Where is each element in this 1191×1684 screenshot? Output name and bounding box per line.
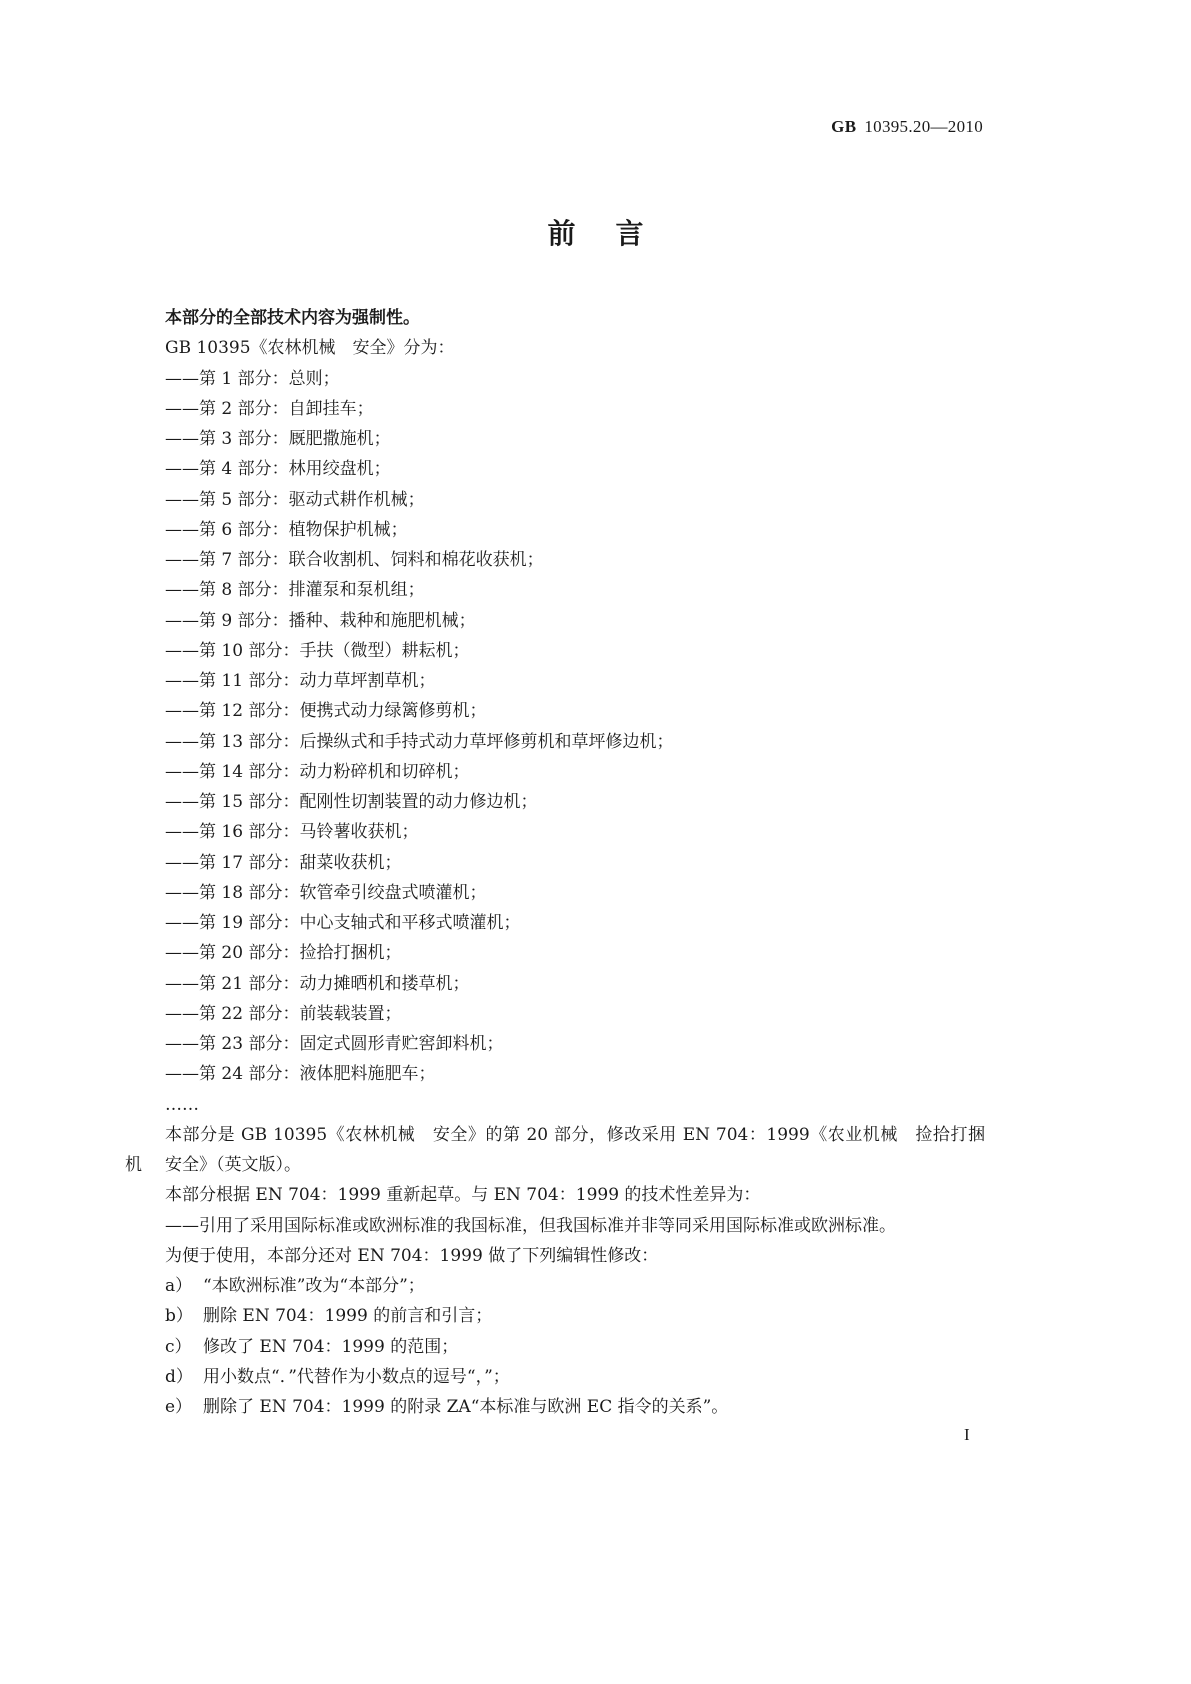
part-list-item: ——第 20 部分：捡拾打捆机； bbox=[165, 943, 402, 964]
part-list-item: ——第 15 部分：配刚性切割装置的动力修边机； bbox=[165, 792, 538, 812]
standard-code-header bbox=[831, 117, 983, 137]
item-text: 修改了 EN 704：1999 的范围； bbox=[203, 1336, 459, 1357]
editorial-item bbox=[165, 1301, 985, 1331]
redraft-paragraph: 本部分根据 EN 704：1999 重新起草。与 EN 704：1999 的技术性差异为： bbox=[165, 1185, 761, 1206]
editorial-item bbox=[165, 1362, 985, 1392]
part-list-item: ——第 5 部分：驱动式耕作机械； bbox=[165, 489, 425, 510]
item-text: “本欧洲标准”改为“本部分”； bbox=[203, 1276, 425, 1296]
technical-difference-item: ——引用了采用国际标准或欧洲标准的我国标准，但我国标准并非等同采用国际标准或欧洲标准。 bbox=[165, 1215, 896, 1236]
item-text: 删除 EN 704：1999 的前言和引言； bbox=[203, 1306, 493, 1327]
part-list-item: ——第 18 部分：软管牵引绞盘式喷灌机； bbox=[165, 882, 487, 903]
editorial-intro: 为便于使用，本部分还对 EN 704：1999 做了下列编辑性修改： bbox=[165, 1245, 659, 1266]
standard-prefix: GB bbox=[831, 117, 857, 136]
part-list-item: ——第 3 部分：厩肥撒施机； bbox=[165, 429, 391, 449]
part-list-item: ——第 9 部分：播种、栽种和施肥机械； bbox=[165, 610, 476, 631]
part-list-item: ——第 1 部分：总则； bbox=[165, 368, 340, 389]
part-list-item: ——第 4 部分：林用绞盘机； bbox=[165, 459, 391, 480]
editorial-item bbox=[165, 1392, 985, 1422]
item-label: c） bbox=[165, 1336, 192, 1357]
item-label: b） bbox=[165, 1306, 193, 1327]
wrapped-char: 机 bbox=[125, 1155, 142, 1175]
part-list-item: ——第 11 部分：动力草坪割草机； bbox=[165, 671, 436, 691]
part-list-item: ——第 10 部分：手扶（微型）耕耘机； bbox=[165, 640, 470, 661]
part-list-item: ——第 17 部分：甜菜收获机； bbox=[165, 852, 402, 873]
item-text: 删除了 EN 704：1999 的附录 ZA“本标准与欧洲 EC 指令的关系”。 bbox=[203, 1397, 729, 1417]
part-list-item: ——第 8 部分：排灌泵和泵机组； bbox=[165, 580, 425, 601]
item-label: e） bbox=[165, 1397, 193, 1417]
part-list-item: ——第 14 部分：动力粉碎机和切碎机； bbox=[165, 761, 470, 782]
page-number: I bbox=[964, 1425, 970, 1444]
foreword-body bbox=[125, 303, 985, 1422]
part-list-item: ——第 22 部分：前装载装置； bbox=[165, 1003, 402, 1024]
part-list-item: ——第 23 部分：固定式圆形青贮窖卸料机； bbox=[165, 1034, 504, 1054]
item-label: d） bbox=[165, 1366, 193, 1387]
editorial-list bbox=[165, 1271, 985, 1422]
adoption-paragraph-line1: 本部分是 GB 10395《农林机械 安全》的第 20 部分，修改采用 EN 704：1999《农业机械 捡拾打捆 bbox=[165, 1124, 985, 1145]
page-title: 前言 bbox=[547, 217, 684, 250]
part-list-item: ——第 6 部分：植物保护机械； bbox=[165, 519, 408, 540]
part-list-item: ——第 21 部分：动力摊晒机和搂草机； bbox=[165, 973, 470, 994]
part-list-item: ——第 16 部分：马铃薯收获机； bbox=[165, 822, 419, 843]
parts-list bbox=[165, 364, 985, 1090]
standard-number: 10395.20—2010 bbox=[864, 117, 983, 136]
part-list-item: ——第 12 部分：便携式动力绿篱修剪机； bbox=[165, 701, 487, 722]
adoption-paragraph-line2 bbox=[125, 1150, 985, 1180]
part-list-item: ——第 13 部分：后操纵式和手持式动力草坪修剪机和草坪修边机； bbox=[165, 731, 674, 752]
parts-intro: GB 10395《农林机械 安全》分为： bbox=[165, 338, 455, 359]
mandatory-statement: 本部分的全部技术内容为强制性。 bbox=[165, 308, 420, 328]
ellipsis: …… bbox=[165, 1094, 199, 1115]
editorial-item bbox=[165, 1332, 985, 1362]
part-list-item: ——第 19 部分：中心支轴式和平移式喷灌机； bbox=[165, 913, 521, 933]
item-text: 用小数点“．”代替作为小数点的逗号“，”； bbox=[203, 1366, 510, 1387]
item-label: a） bbox=[165, 1276, 193, 1296]
part-list-item: ——第 7 部分：联合收割机、饲料和棉花收获机； bbox=[165, 550, 544, 570]
wrapped-tail: 安全》（英文版）。 bbox=[165, 1155, 301, 1175]
editorial-item bbox=[165, 1271, 985, 1301]
part-list-item: ——第 2 部分：自卸挂车； bbox=[165, 398, 374, 419]
part-list-item: ——第 24 部分：液体肥料施肥车； bbox=[165, 1064, 436, 1085]
